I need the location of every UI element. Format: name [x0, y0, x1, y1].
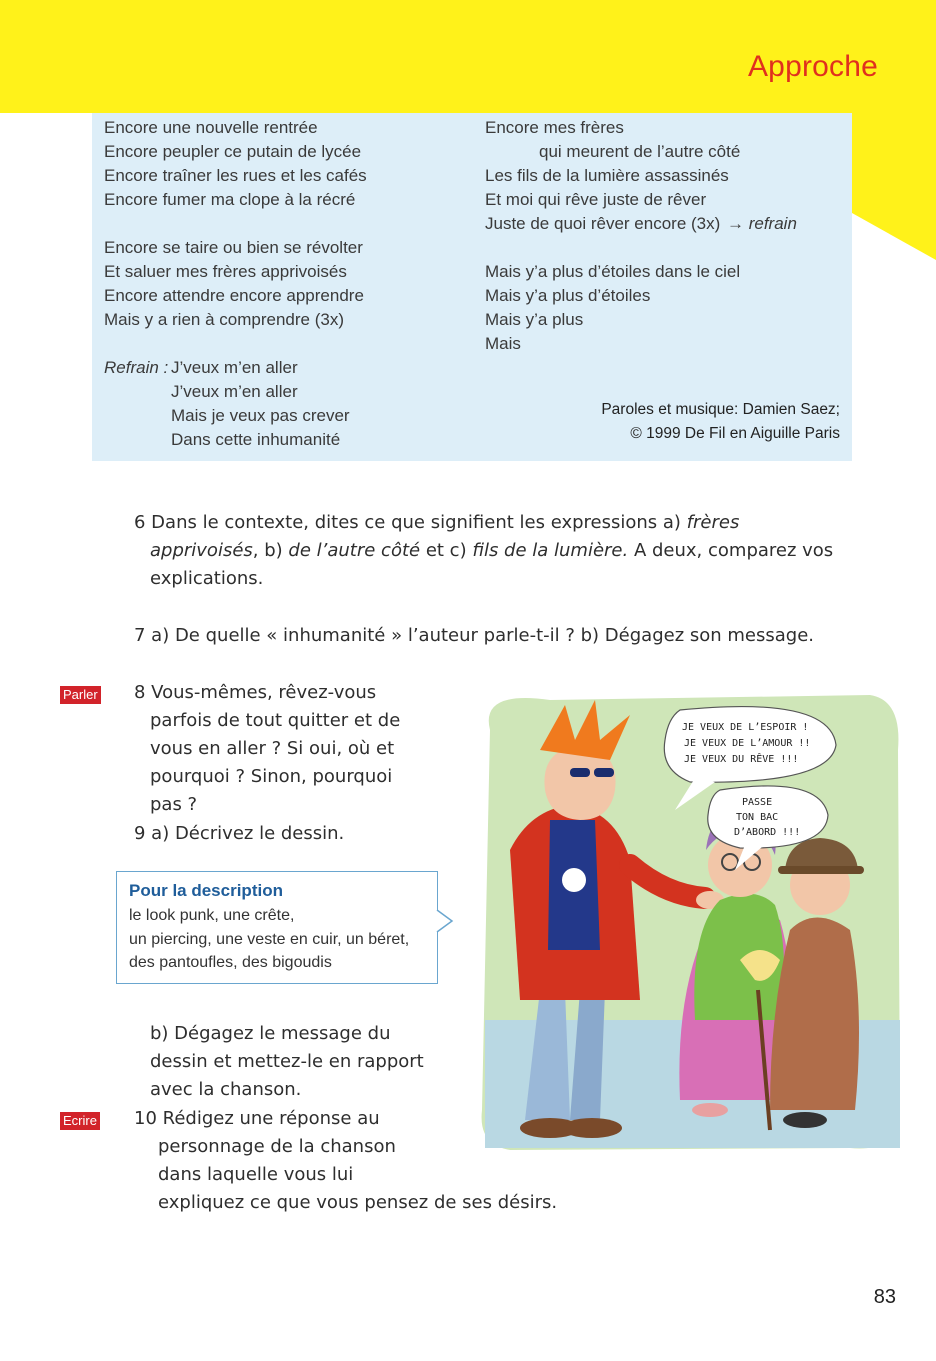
question-6-line [134, 509, 739, 537]
question-9b-line: b) Dégagez le message du [150, 1023, 391, 1044]
song-credit: Paroles et musique: Damien Saez; [601, 401, 840, 418]
q6-text: et c) [420, 540, 473, 561]
question-10-line: 10 Rédigez une réponse au [134, 1108, 380, 1129]
question-8-line: parfois de tout quitter et de [150, 710, 401, 731]
question-7: 7 a) De quelle « inhumanité » l’auteur parle-t-il ? b) Dégagez son message. [134, 625, 815, 646]
q6-italic: de l’autre côté [288, 540, 421, 561]
lyric-line: Mais y’a plus [485, 310, 584, 329]
refrain-line: Mais je veux pas crever [171, 406, 350, 425]
q6-italic: apprivoisés [150, 540, 253, 561]
section-title: Approche [747, 50, 878, 83]
question-8-line: 8 Vous-mêmes, rêvez-vous [134, 682, 377, 703]
lyric-line: Et moi qui rêve juste de rêver [485, 190, 707, 209]
lyric-line: Encore une nouvelle rentrée [104, 118, 318, 137]
lyric-line: Encore attendre encore apprendre [104, 286, 364, 305]
question-10-line: dans laquelle vous lui [158, 1164, 354, 1185]
bubble2-line: TON BAC [736, 812, 779, 823]
q6-text: A deux, comparez vos [628, 540, 834, 561]
description-line: des pantoufles, des bigoudis [129, 954, 332, 971]
q6-italic: fils de la lumière. [472, 540, 629, 561]
q6-italic: frères [686, 512, 740, 533]
refrain-line: Dans cette inhumanité [171, 430, 341, 449]
tag-ecrire: Ecrire [60, 1112, 100, 1130]
question-9b-line: dessin et mettez-le en rapport [150, 1051, 424, 1072]
lyric-line: Juste de quoi rêver encore (3x) [485, 214, 721, 233]
question-8-line: vous en aller ? Si oui, où et [150, 738, 395, 759]
description-line: un piercing, une veste en cuir, un béret, [129, 931, 410, 948]
question-8-line: pas ? [150, 794, 198, 815]
question-8-line: pourquoi ? Sinon, pourquoi [150, 766, 393, 787]
lyric-line: qui meurent de l’autre côté [539, 142, 741, 161]
lyric-line: Encore se taire ou bien se révolter [104, 238, 363, 257]
lyric-line: Encore fumer ma clope à la récré [104, 190, 356, 209]
refrain-line: J’veux m’en aller [171, 358, 298, 377]
question-6-line: explications. [150, 568, 264, 589]
q6-text: 6 Dans le contexte, dites ce que signifient les expressions a) [134, 512, 687, 533]
refrain-arrow: → refrain [727, 214, 797, 233]
refrain-line: J’veux m’en aller [171, 382, 298, 401]
lyric-line: Encore traîner les rues et les cafés [104, 166, 367, 185]
description-box [116, 871, 438, 984]
question-9a: 9 a) Décrivez le dessin. [134, 823, 345, 844]
question-6-line [150, 537, 833, 565]
song-copyright: © 1999 De Fil en Aiguille Paris [630, 425, 840, 442]
description-box-pointer [436, 908, 456, 934]
bubble1-line: JE VEUX DU RÊVE !!! [684, 754, 799, 765]
refrain-label: Refrain : [104, 358, 169, 377]
q6-text: , b) [252, 540, 289, 561]
bubble1-line: JE VEUX DE L’ESPOIR ! [682, 722, 809, 733]
lyric-line: Encore mes frères [485, 118, 624, 137]
question-9b-line: avec la chanson. [150, 1079, 302, 1100]
bubble2-line: PASSE [742, 797, 773, 808]
tag-parler: Parler [60, 686, 101, 704]
lyric-line: Mais y a rien à comprendre (3x) [104, 310, 344, 329]
lyric-line: Et saluer mes frères apprivoisés [104, 262, 347, 281]
question-10-line: personnage de la chanson [158, 1136, 396, 1157]
bubble1-line: JE VEUX DE L’AMOUR !! [684, 738, 811, 749]
lyric-line: Les fils de la lumière assassinés [485, 166, 729, 185]
lyric-line: Encore peupler ce putain de lycée [104, 142, 362, 161]
description-line: le look punk, une crête, [129, 907, 295, 924]
bubble2-line: D’ABORD !!! [734, 827, 801, 838]
cartoon-illustration [470, 690, 902, 1152]
lyric-line: Mais y’a plus d’étoiles dans le ciel [485, 262, 741, 281]
lyric-line: Mais y’a plus d’étoiles [485, 286, 651, 305]
lyric-line: Mais [485, 334, 521, 353]
page-number: 83 [873, 1286, 896, 1308]
question-10-line: expliquez ce que vous pensez de ses désirs. [158, 1192, 558, 1213]
description-title: Pour la description [129, 881, 283, 900]
